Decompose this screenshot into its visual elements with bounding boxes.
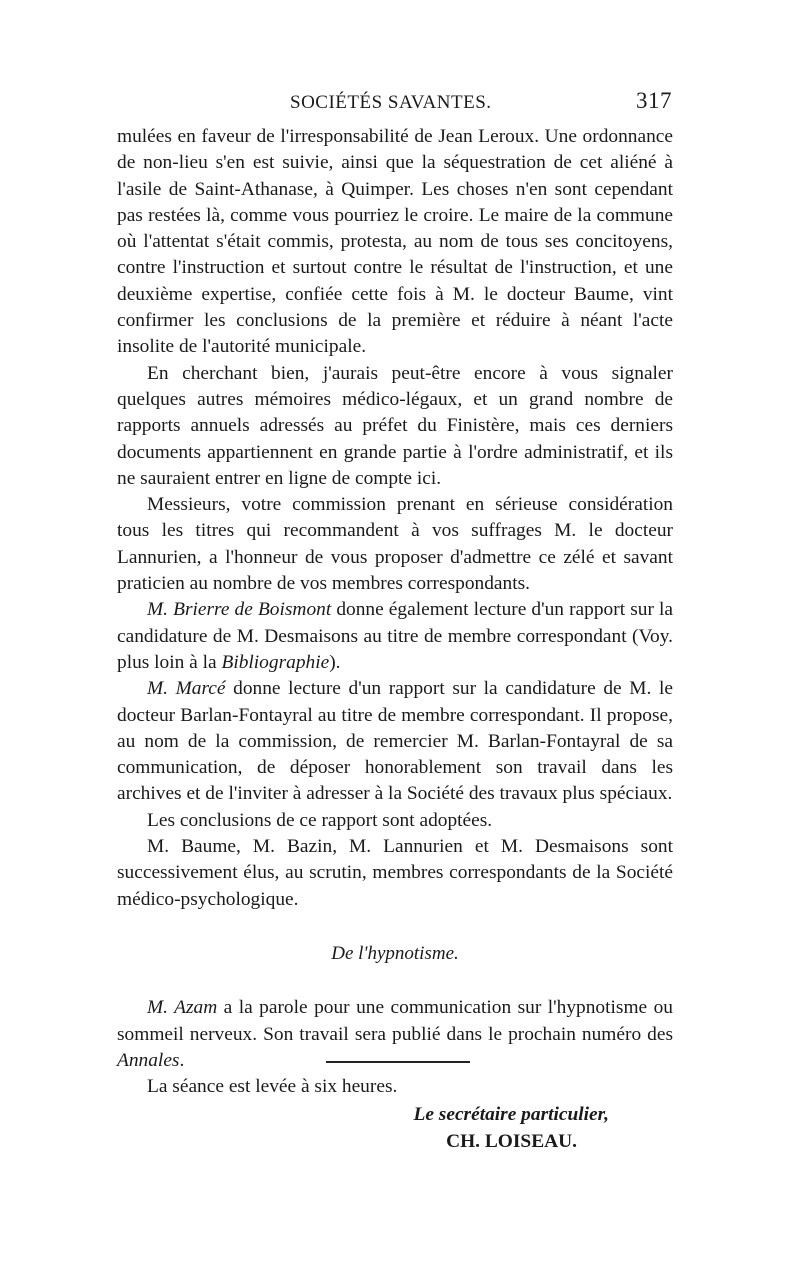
paragraph-end: . xyxy=(179,1049,185,1071)
paragraph-1: mulées en faveur de l'irresponsabilité de Jean Leroux. Une ordonnance de non-lieu s'en est suivie, ainsi que la séquestration de cet aliéné à l'asile de Saint-Athanase, à Quimper. Les choses n'en sont cependant pas restées là, comme vous pourriez le croire. Le maire de la commune où l'attentat s'était commis, protesta, au nom de tous ses concitoyens, contre l'instruction et surtout contre le résultat de l'instruction, et une deuxième expertise, confiée cette fois à M. le docteur Baume, vint confirmer les conclusions de la première et réduire à néant l'acte insolite de l'autorité municipale. xyxy=(117,126,673,358)
paragraph-2: En cherchant bien, j'aurais peut-être encore à vous signaler quelques autres mémoires médico-légaux, et un grand nombre de rapports annuels adressés au préfet du Finistère, mais ces derniers documents appartiennent en grande partie à l'ordre administratif, et ils ne sauraient entrer en ligne de compte ici. xyxy=(117,362,673,489)
page-number: 317 xyxy=(636,88,672,113)
paragraph-4 xyxy=(117,597,673,676)
paragraph-text: donne également lecture d'un rapport sur la candidature de M. Desmaisons au titre de membre correspondant (Voy. plus loin à la xyxy=(117,599,673,673)
paragraph-5 xyxy=(117,676,673,807)
signature-name: CH. LOISEAU. xyxy=(446,1130,577,1152)
page-header xyxy=(120,88,680,118)
speaker-name: M. Brierre de Boismont xyxy=(147,599,332,621)
running-head: SOCIÉTÉS SAVANTES. xyxy=(290,92,492,113)
annales-reference: Annales xyxy=(117,1049,180,1071)
speaker-name: M. Marcé xyxy=(147,678,226,700)
paragraph-text: a la parole pour une communication sur l'hypnotisme ou sommeil nerveux. Son travail sera publié dans le prochain numéro des xyxy=(117,997,673,1045)
bibliography-reference: Bibliographie xyxy=(221,651,330,673)
paragraph-9: La séance est levée à six heures. xyxy=(147,1076,398,1098)
signature-block xyxy=(117,1102,673,1155)
paragraph-6: Les conclusions de ce rapport sont adoptées. xyxy=(147,809,493,831)
paragraph-end: ). xyxy=(329,651,341,673)
paragraph-text: donne lecture d'un rapport sur la candidature de M. le docteur Barlan-Fontayral au titre de membre correspondant. Il propose, au nom de la commission, de remercier M. Barlan-Fontayral de sa communication, de déposer honorablement son travail dans les archives et de l'inviter à adresser à la Société des travaux plus spéciaux. xyxy=(117,678,673,805)
paragraph-7: M. Baume, M. Bazin, M. Lannurien et M. Desmaisons sont successivement élus, au scrutin, membres correspondants de la Société médico-psychologique. xyxy=(117,836,673,910)
signature-role: Le secrétaire particulier, xyxy=(413,1104,609,1126)
closing-rule xyxy=(326,1061,470,1063)
page-body xyxy=(117,124,673,1155)
section-title: De l'hypnotisme. xyxy=(331,942,459,964)
paragraph-3: Messieurs, votre commission prenant en sérieuse considération tous les titres qui recommandent à vos suffrages M. le docteur Lannurien, a l'honneur de vous proposer d'admettre ce zélé et savant praticien au nombre de vos membres correspondants. xyxy=(117,494,673,595)
speaker-name: M. Azam xyxy=(147,997,218,1019)
